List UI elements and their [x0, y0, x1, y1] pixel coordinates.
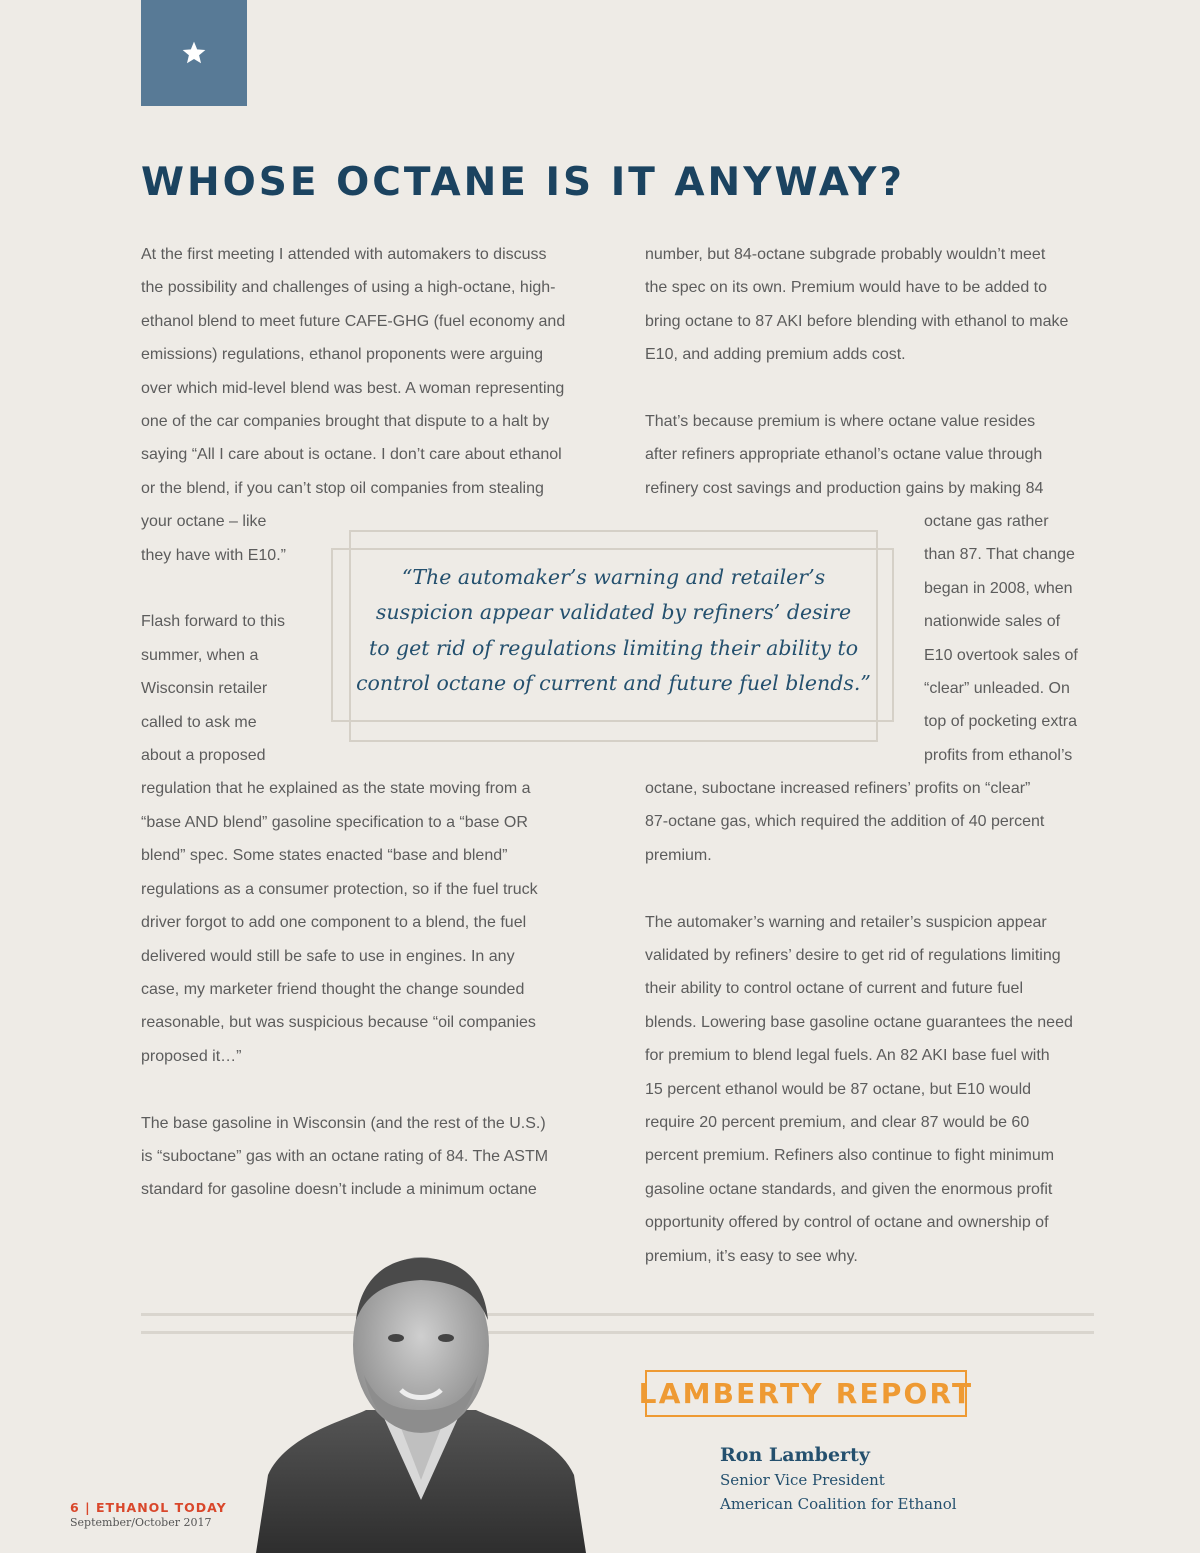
pull-quote-line: “The automaker’s warning and retailer’s [401, 565, 826, 589]
text-line: Flash forward to this [141, 613, 286, 631]
text-line: began in 2008, when [924, 579, 1073, 597]
text-line: premium. [645, 846, 712, 864]
author-organization: American Coalition for Ethanol [720, 1495, 957, 1513]
text-line: their ability to control octane of current and future fuel [645, 980, 1023, 998]
text-line: At the first meeting I attended with automakers to discuss [141, 246, 547, 263]
text-line: The base gasoline in Wisconsin (and the rest of the U.S.) [141, 1114, 546, 1132]
text-line: Wisconsin retailer [141, 680, 268, 698]
text-line: standard for gasoline doesn’t include a minimum octane [141, 1181, 537, 1199]
text-line: after refiners appropriate ethanol’s octane value through [645, 446, 1043, 464]
text-line: emissions) regulations, ethanol proponents were arguing [141, 346, 544, 364]
footer-separator: | [85, 1500, 91, 1515]
text-line: called to ask me [141, 713, 257, 731]
issue-date: September/October 2017 [70, 1516, 212, 1529]
text-line: opportunity offered by control of octane and ownership of [645, 1214, 1049, 1232]
text-line: 87-octane gas, which required the addition of 40 percent [645, 813, 1045, 831]
text-line: gasoline octane standards, and given the enormous profit [645, 1180, 1053, 1198]
text-line [141, 1073, 565, 1106]
right-column-top [645, 238, 1068, 505]
text-line: regulations as a consumer protection, so if the fuel truck [141, 880, 538, 898]
text-line: one of the car companies brought that dispute to a halt by [141, 413, 550, 431]
text-line: “clear” unleaded. On [924, 680, 1070, 698]
text-line: blend” spec. Some states enacted “base and blend” [141, 847, 508, 865]
text-line: percent premium. Refiners also continue to fight minimum [645, 1147, 1055, 1165]
text-line: the possibility and challenges of using a high-octane, high- [141, 279, 556, 297]
text-line: saying “All I care about is octane. I don’t care about ethanol [141, 446, 562, 464]
text-line: profits from ethanol’s [924, 746, 1073, 764]
author-photo [256, 1250, 586, 1553]
text-line: blends. Lowering base gasoline octane guarantees the need [645, 1013, 1073, 1031]
text-line: regulation that he explained as the state moving from a [141, 780, 531, 798]
text-line [645, 872, 1073, 905]
publication-name: ETHANOL TODAY [96, 1500, 227, 1515]
text-line: case, my marketer friend thought the change sounded [141, 980, 525, 998]
page-footer [70, 1500, 227, 1529]
text-line: “base AND blend” gasoline specification to a “base OR [141, 813, 528, 831]
text-line: for premium to blend legal fuels. An 82 AKI base fuel with [645, 1047, 1050, 1065]
text-line [645, 372, 1068, 405]
author-title: Senior Vice President [720, 1471, 885, 1489]
text-line: E10 overtook sales of [924, 646, 1078, 664]
text-line: bring octane to 87 AKI before blending with ethanol to make [645, 312, 1069, 330]
pull-quote-line: to get rid of regulations limiting their ability to [368, 635, 859, 660]
text-line: than 87. That change [924, 546, 1075, 564]
article-title: WHOSE OCTANE IS IT ANYWAY? [141, 160, 906, 205]
text-line: refinery cost savings and production gains by making 84 [645, 479, 1044, 497]
text-line: your octane – like [141, 513, 267, 531]
text-line: top of pocketing extra [924, 713, 1077, 731]
text-line: about a proposed [141, 747, 266, 765]
text-line: proposed it…” [141, 1047, 242, 1065]
text-line: octane, suboctane increased refiners’ profits on “clear” [645, 780, 1031, 797]
right-column-bottom [645, 772, 1073, 1273]
text-line: The automaker’s warning and retailer’s suspicion appear [645, 913, 1047, 931]
text-line: nationwide sales of [924, 613, 1061, 631]
right-column-wrap [924, 505, 1078, 772]
text-line: summer, when a [141, 646, 259, 664]
section-badge [141, 0, 247, 106]
text-line: the spec on its own. Premium would have to be added to [645, 279, 1048, 297]
text-line: octane gas rather [924, 513, 1049, 530]
text-line: they have with E10.” [141, 546, 286, 564]
lamberty-report-label: LAMBERTY REPORT [645, 1370, 967, 1417]
text-line: E10, and adding premium adds cost. [645, 346, 906, 364]
text-line: That’s because premium is where octane value resides [645, 413, 1036, 431]
text-line: driver forgot to add one component to a blend, the fuel [141, 914, 527, 932]
pull-quote-text [349, 560, 878, 701]
text-line: number, but 84-octane subgrade probably wouldn’t meet [645, 246, 1046, 263]
text-line: delivered would still be safe to use in engines. In any [141, 947, 515, 965]
text-line: or the blend, if you can’t stop oil companies from stealing [141, 479, 544, 497]
star-icon [181, 40, 207, 66]
footer-publication [70, 1500, 227, 1515]
author-byline [720, 1442, 957, 1516]
pull-quote-line: control octane of current and future fuel blends.” [356, 670, 871, 695]
page-number: 6 [70, 1500, 80, 1515]
text-line: is “suboctane” gas with an octane rating of 84. The ASTM [141, 1147, 549, 1165]
text-line: over which mid-level blend was best. A woman representing [141, 379, 565, 397]
text-line: reasonable, but was suspicious because “oil companies [141, 1014, 536, 1032]
text-line: validated by refiners’ desire to get rid of regulations limiting [645, 947, 1061, 965]
author-name: Ron Lamberty [720, 1444, 870, 1466]
text-line: premium, it’s easy to see why. [645, 1247, 858, 1265]
text-line: require 20 percent premium, and clear 87 would be 60 [645, 1114, 1030, 1132]
text-line: 15 percent ethanol would be 87 octane, but E10 would [645, 1080, 1032, 1098]
pull-quote-line: suspicion appear validated by refiners’ desire [375, 600, 852, 625]
text-line: ethanol blend to meet future CAFE-GHG (fuel economy and [141, 312, 566, 330]
